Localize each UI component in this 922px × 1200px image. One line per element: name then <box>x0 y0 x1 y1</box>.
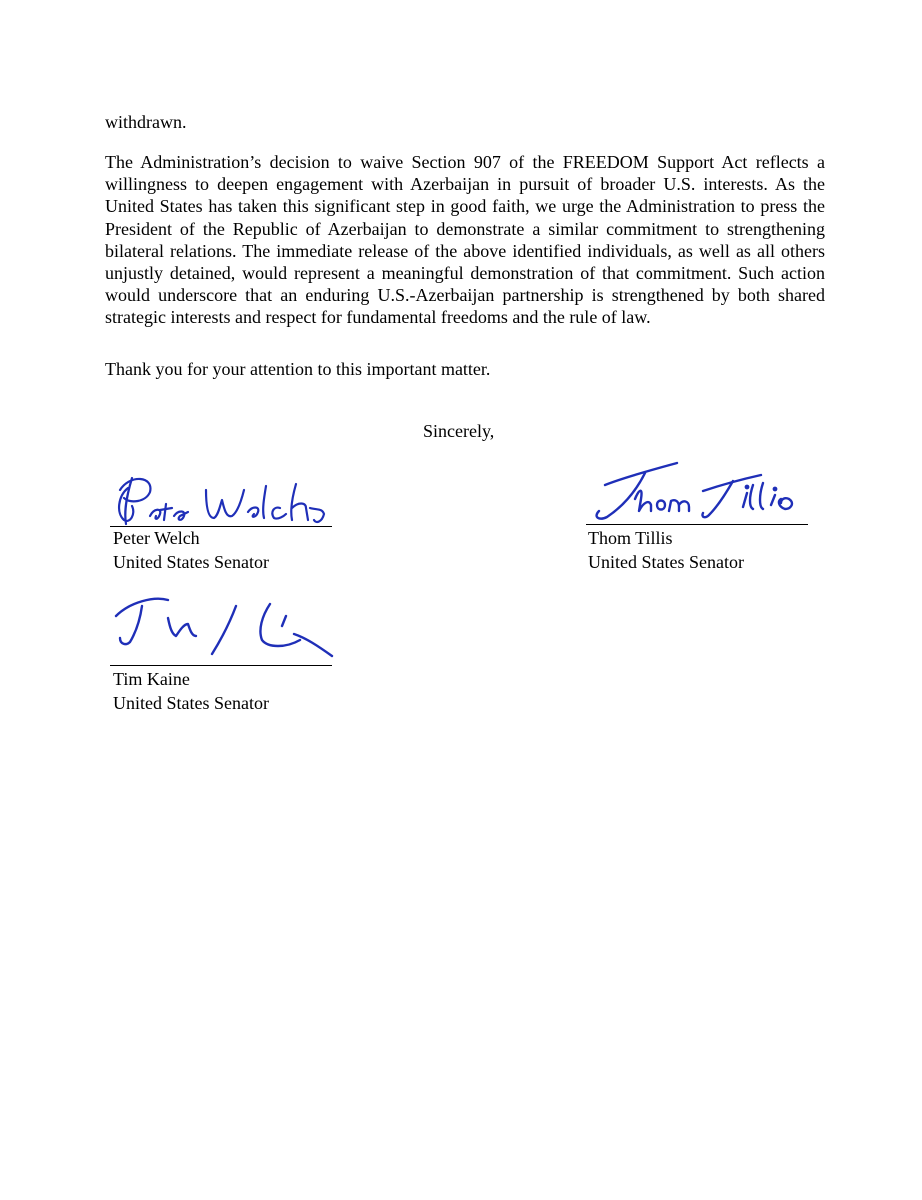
signature-peter-welch <box>110 468 340 528</box>
signer-name: Peter Welch <box>113 528 200 548</box>
closing-salutation: Sincerely, <box>423 421 495 441</box>
signer-title: United States Senator <box>588 552 744 572</box>
signature-tim-kaine <box>110 590 340 665</box>
opening-fragment: withdrawn. <box>105 112 187 132</box>
signer-title: United States Senator <box>113 693 269 713</box>
signer-block-tim-kaine <box>113 667 269 715</box>
signer-block-peter-welch <box>113 526 269 574</box>
signer-name: Thom Tillis <box>588 528 673 548</box>
signer-name: Tim Kaine <box>113 669 190 689</box>
signature-thom-tillis <box>585 455 810 527</box>
thanks-paragraph: Thank you for your attention to this important matter. <box>105 359 491 379</box>
signature-line-thom-tillis <box>586 524 808 525</box>
signer-block-thom-tillis <box>588 526 744 574</box>
signature-line-tim-kaine <box>110 665 332 666</box>
signer-title: United States Senator <box>113 552 269 572</box>
main-paragraph: The Administration’s decision to waive Section 907 of the FREEDOM Support Act reflects a willingness to deepen engagement with Azerbaijan in pursuit of broader U.S. interests. As the United States has taken this significant step in good faith, we urge the Administration to press the President of the Republic of Azerbaijan to demonstrate a similar commitment to strengthening bilateral relations. The immediate release of the above identified individuals, as well as all others unjustly detained, would represent a meaningful demonstration of that commitment. Such action would underscore that an enduring U.S.-Azerbaijan partnership is strengthened by both shared strategic interests and respect for fundamental freedoms and the rule of law. <box>105 152 825 328</box>
